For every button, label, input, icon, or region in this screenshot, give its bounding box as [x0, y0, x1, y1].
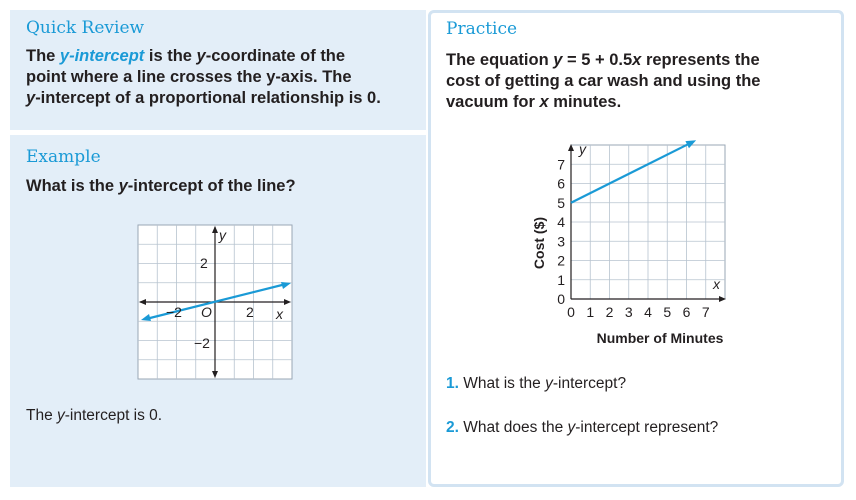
cost-y-tick-label: 1	[557, 271, 565, 288]
example-tick-x-neg: −2	[166, 304, 182, 320]
cost-x-tick-label: 6	[682, 304, 691, 320]
quick-review-line-1: The y-intercept is the y-coordinate of the	[26, 47, 346, 65]
cost-x-tick-label: 3	[624, 304, 633, 320]
cost-chart-x-letter: x	[713, 276, 720, 292]
cost-x-tick-label: 0	[567, 304, 575, 320]
example-x-axis-label: x	[276, 306, 283, 322]
practice-line-2: cost of getting a car wash and using the	[446, 72, 761, 90]
example-y-axis-label: y	[219, 227, 226, 243]
cost-y-tick-label: 6	[557, 175, 565, 192]
practice-question-2: 2. What does the y-intercept represent?	[446, 419, 719, 436]
practice-panel	[428, 10, 844, 487]
cost-x-tick-label: 1	[586, 304, 595, 320]
cost-x-tick-label: 5	[663, 304, 672, 320]
example-question: What is the y-intercept of the line?	[26, 177, 296, 195]
cost-y-tick-label: 0	[557, 291, 565, 307]
y-intercept-term: y-intercept	[59, 47, 145, 65]
example-tick-y-pos: 2	[200, 255, 208, 271]
quick-review-text	[26, 46, 421, 109]
example-heading: Example	[26, 147, 101, 167]
quick-review-line-3: y-intercept of a proportional relationship is 0.	[26, 89, 381, 107]
quick-review-panel	[10, 10, 426, 130]
practice-text	[446, 50, 836, 113]
practice-line-1: The equation y = 5 + 0.5x represents the	[446, 51, 760, 69]
example-tick-x-pos: 2	[246, 304, 254, 320]
cost-x-tick-label: 4	[644, 304, 652, 320]
cost-chart-y-label: Cost ($)	[531, 216, 547, 270]
cost-x-tick-label: 2	[605, 304, 614, 320]
quick-review-heading: Quick Review	[26, 18, 145, 38]
cost-y-tick-label: 7	[557, 156, 565, 173]
example-panel	[10, 135, 426, 487]
practice-heading: Practice	[446, 19, 518, 39]
example-origin-label: O	[201, 304, 212, 320]
example-answer: The y-intercept is 0.	[26, 407, 163, 424]
example-tick-y-neg: −2	[194, 335, 210, 351]
cost-y-tick-label: 5	[557, 194, 565, 211]
cost-x-tick-label: 7	[701, 304, 710, 320]
quick-review-line-2: point where a line crosses the y-axis. The	[26, 68, 352, 86]
cost-chart-y-letter: y	[579, 141, 586, 157]
cost-y-tick-label: 2	[557, 252, 565, 269]
cost-y-tick-label: 4	[557, 214, 565, 230]
example-graph	[136, 223, 294, 381]
practice-question-1: 1. What is the y-intercept?	[446, 375, 627, 392]
cost-chart	[521, 131, 761, 356]
cost-y-tick-label: 3	[557, 233, 565, 250]
cost-chart-x-label: Number of Minutes	[596, 330, 724, 346]
practice-line-3: vacuum for x minutes.	[446, 93, 622, 111]
